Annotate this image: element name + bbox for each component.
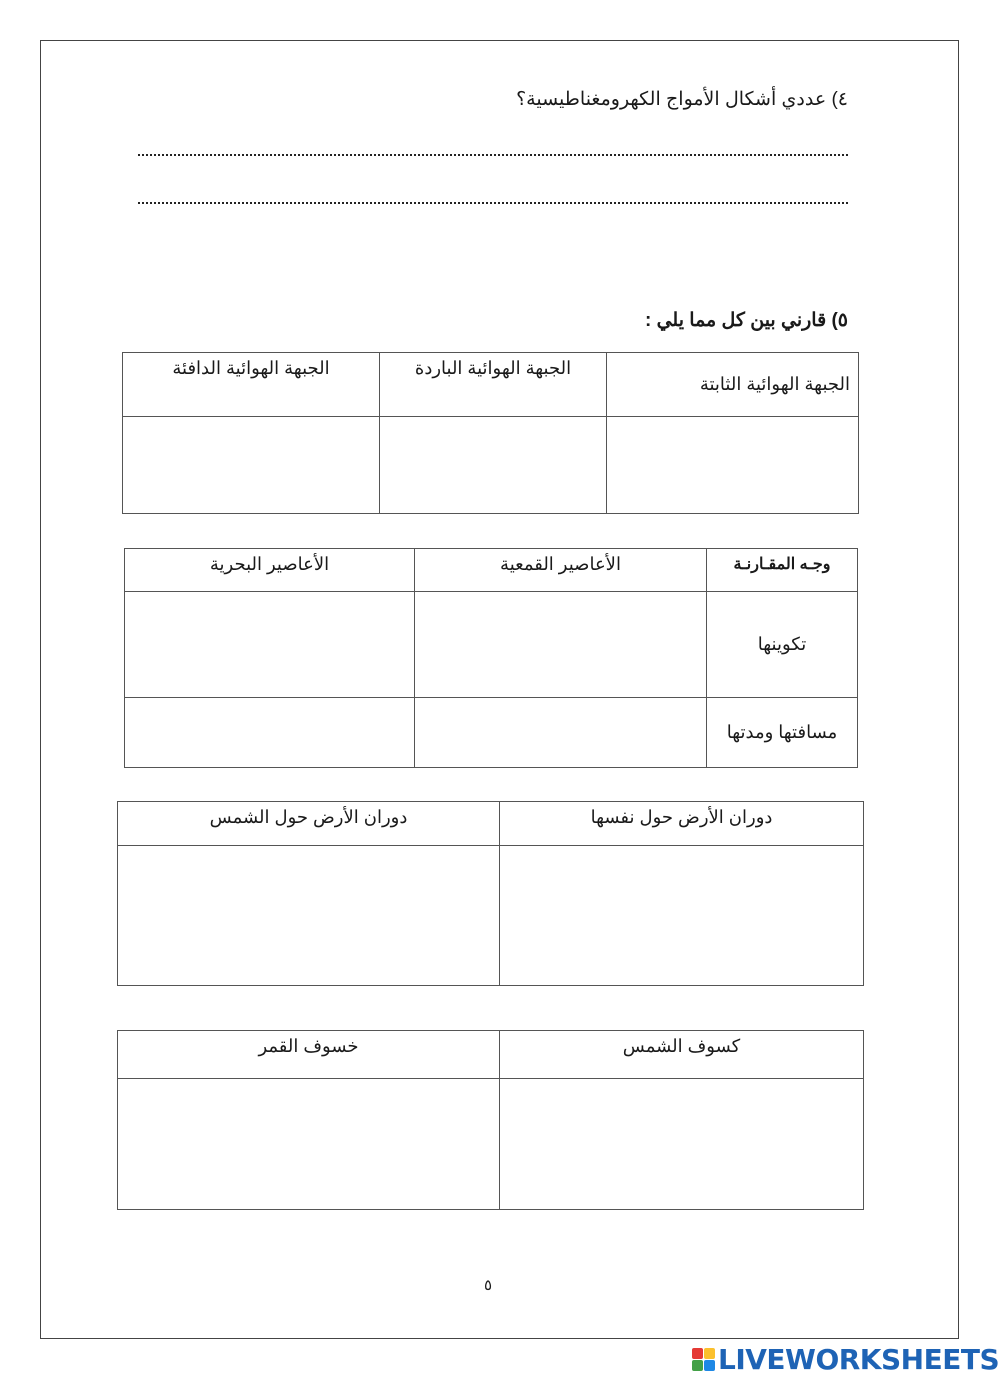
header-tornadoes: الأعاصير القمعية	[415, 549, 707, 592]
answer-cell-formation-hurricanes[interactable]	[125, 592, 415, 698]
answer-cell-distance-hurricanes[interactable]	[125, 698, 415, 768]
header-earth-rotation: دوران الأرض حول نفسها	[500, 802, 864, 846]
question-4-title: ٤) عددي أشكال الأمواج الكهرومغناطيسية؟	[516, 89, 848, 110]
answer-cell-rotation[interactable]	[500, 846, 864, 986]
header-earth-revolution: دوران الأرض حول الشمس	[118, 802, 500, 846]
answer-cell-formation-tornadoes[interactable]	[415, 592, 707, 698]
header-warm-front: الجبهة الهوائية الدافئة	[123, 353, 380, 417]
logo-text: LIVEWORKSHEETS	[718, 1343, 1000, 1376]
header-comparison-aspect: وجـه المقـارنـة	[707, 549, 858, 592]
answer-cell-distance-tornadoes[interactable]	[415, 698, 707, 768]
header-lunar-eclipse: خسوف القمر	[118, 1031, 500, 1079]
answer-cell-solar-eclipse[interactable]	[500, 1079, 864, 1210]
answer-cell-cold[interactable]	[380, 417, 607, 514]
earth-motion-table	[117, 801, 864, 986]
header-solar-eclipse: كسوف الشمس	[500, 1031, 864, 1079]
header-hurricanes: الأعاصير البحرية	[125, 549, 415, 592]
answer-line-2[interactable]	[138, 194, 848, 204]
hurricanes-table	[124, 548, 858, 768]
row-label-distance-duration: مسافتها ومدتها	[707, 698, 858, 768]
answer-cell-warm[interactable]	[123, 417, 380, 514]
question-5-title: ٥) قارني بين كل مما يلي :	[644, 310, 848, 331]
header-stationary-front: الجبهة الهوائية الثابتة	[607, 353, 859, 417]
liveworksheets-logo	[692, 1343, 999, 1376]
answer-line-1[interactable]	[138, 146, 848, 156]
row-label-formation: تكوينها	[707, 592, 858, 698]
answer-cell-lunar-eclipse[interactable]	[118, 1079, 500, 1210]
page-number: ٥	[484, 1277, 493, 1294]
answer-cell-stationary[interactable]	[607, 417, 859, 514]
answer-cell-revolution[interactable]	[118, 846, 500, 986]
air-fronts-table	[122, 352, 859, 514]
eclipses-table	[117, 1030, 864, 1210]
logo-blocks-icon	[692, 1348, 715, 1371]
header-cold-front: الجبهة الهوائية الباردة	[380, 353, 607, 417]
